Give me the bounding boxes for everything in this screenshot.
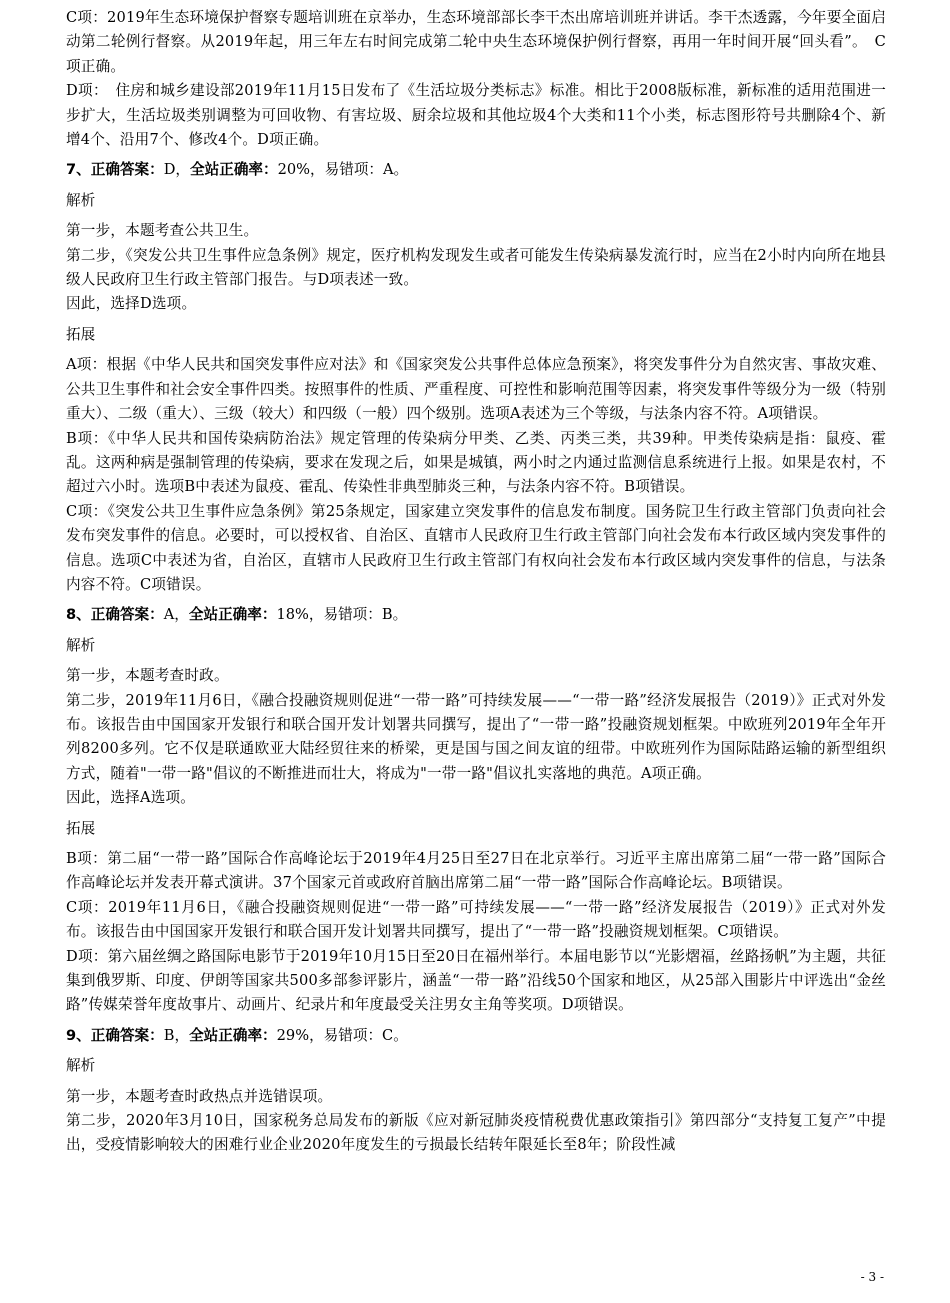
answer-label: 正确答案： (90, 161, 164, 179)
paragraph: D项： 住房和城乡建设部2019年11月15日发布了《生活垃圾分类标志》标准。相比于2008版标准，新标准的适用范围进一步扩大，生活垃圾类别调整为可回收物、有害垃圾、厨余垃圾和其他垃圾4个大类和11个小类，标志图形符号共删除4个、新增4个、沿用7个、修改4个。D项正确。 (66, 82, 886, 149)
paragraph: 第一步，本题考查时政热点并选错误项。 (66, 1087, 333, 1105)
paragraph: C项：2019年生态环境保护督察专题培训班在京举办，生态环境部部长李干杰出席培训班并讲话。李干杰透露，今年要全面启动第二轮例行督察。从2019年起，用三年左右时间完成第二轮中央生态环境保护例行督察，再用一年时间开展“回头看”。 C项正确。 (66, 9, 886, 75)
question-number: 9、 (66, 1026, 91, 1044)
section-heading: 解析 (66, 636, 96, 654)
answer-label: 正确答案： (90, 606, 164, 624)
paragraph: 第一步，本题考查公共卫生。 (66, 222, 259, 240)
rate-label: 全站正确率： (189, 1026, 277, 1044)
answer-line (66, 1024, 886, 1048)
paragraph: C项：《突发公共卫生事件应急条例》第25条规定，国家建立突发事件的信息发布制度。国务院卫生行政主管部门负责向社会发布突发事件的信息。必要时，可以授权省、自治区、直辖市人民政府卫生行政主管部门向社会发布本行政区域内突发事件的信息。选项C中表述为省，自治区，直辖市人民政府卫生行政主管部门有权向社会发布本行政区域内突发事件的信息，与法条内容不符。C项错误。 (66, 502, 886, 593)
section-heading: 解析 (66, 1057, 96, 1075)
paragraph: 第一步，本题考查时政。 (66, 667, 229, 685)
paragraph: C项：2019年11月6日，《融合投融资规则促进“一带一路”可持续发展——“一带一路”经济发展报告（2019）》正式对外发布。该报告由中国国家开发银行和联合国开发计划署共同撰写，提出了“一带一路”投融资规划框架。C项错误。 (66, 898, 886, 941)
rate-label: 全站正确率： (188, 606, 277, 624)
section-heading: 拓展 (66, 819, 96, 837)
rate-value: 29%，易错项：C。 (276, 1026, 408, 1044)
answer-line (66, 158, 886, 182)
answer-value: A， (163, 606, 189, 624)
paragraph: 因此，选择D选项。 (66, 295, 197, 313)
paragraph: B项：第二届“一带一路”国际合作高峰论坛于2019年4月25日至27日在北京举行。习近平主席出席第二届“一带一路”国际合作高峰论坛并发表开幕式演讲。37个国家元首或政府首脑出席第二届“一带一路”国际合作高峰论坛。B项错误。 (66, 850, 886, 892)
paragraph: 第二步，《突发公共卫生事件应急条例》规定，医疗机构发现发生或者可能发生传染病暴发流行时，应当在2小时内向所在地县级人民政府卫生行政主管部门报告。与D项表述一致。 (66, 246, 886, 289)
paragraph: 因此，选择A选项。 (66, 789, 196, 807)
paragraph: 第二步，2019年11月6日，《融合投融资规则促进“一带一路”可持续发展——“一带一路”经济发展报告（2019）》正式对外发布。该报告由中国国家开发银行和联合国开发计划署共同撰写，提出了“一带一路”投融资规划框架。中欧班列2019年全年开列8200多列。它不仅是联通欧亚大陆经贸往来的桥梁，更是国与国之间友谊的纽带。中欧班列作为国际陆路运输的新型组织方式，随着"一带一路"倡议的不断推进而壮大，将成为"一带一路"倡议扎实落地的典范。A项正确。 (66, 691, 886, 782)
rate-label: 全站正确率： (190, 161, 278, 179)
question-number: 7、 (66, 161, 91, 179)
question-number: 8、 (66, 606, 91, 624)
section-heading: 拓展 (66, 325, 96, 343)
rate-value: 20%，易错项：A。 (277, 161, 409, 179)
paragraph: B项：《中华人民共和国传染病防治法》规定管理的传染病分甲类、乙类、丙类三类，共39种。甲类传染病是指：鼠疫、霍乱。这两种病是强制管理的传染病，要求在发现之后，如果是城镇，两小时之内通过监测信息系统进行上报。如果是农村，不超过六小时。选项B中表述为鼠疫、霍乱、传染性非典型肺炎三种，与法条内容不符。B项错误。 (66, 429, 886, 496)
paragraph: A项：根据《中华人民共和国突发事件应对法》和《国家突发公共事件总体应急预案》，将突发事件分为自然灾害、事故灾难、公共卫生事件和社会安全事件四类。按照事件的性质、严重程度、可控性和影响范围等因素，将突发事件等级分为一级（特别重大）、二级（重大）、三级（较大）和四级（一般）四个级别。选项A表述为三个等级，与法条内容不符。A项错误。 (66, 356, 886, 423)
paragraph: 第二步，2020年3月10日，国家税务总局发布的新版《应对新冠肺炎疫情税费优惠政策指引》第四部分“支持复工复产”中提出，受疫情影响较大的困难行业企业2020年度发生的亏损最长结转年限延长至8年；阶段性减 (66, 1112, 886, 1154)
answer-value: D， (163, 161, 191, 179)
answer-value: B， (163, 1026, 190, 1044)
paragraph: D项：第六届丝绸之路国际电影节于2019年10月15日至20日在福州举行。本届电影节以“光影熠福，丝路扬帆”为主题，共征集到俄罗斯、印度、伊朗等国家共500多部参评影片，涵盖“一带一路”沿线50个国家和地区，从25部入围影片中评选出“金丝路”传媒荣誉年度故事片、动画片、纪录片和年度最受关注男女主角等奖项。D项错误。 (66, 947, 886, 1014)
rate-value: 18%，易错项：B。 (276, 606, 408, 624)
section-heading: 解析 (66, 191, 96, 209)
page-number: - 3 - (860, 1270, 884, 1284)
document-body (66, 6, 886, 1158)
answer-label: 正确答案： (90, 1026, 164, 1044)
answer-line (66, 603, 886, 627)
